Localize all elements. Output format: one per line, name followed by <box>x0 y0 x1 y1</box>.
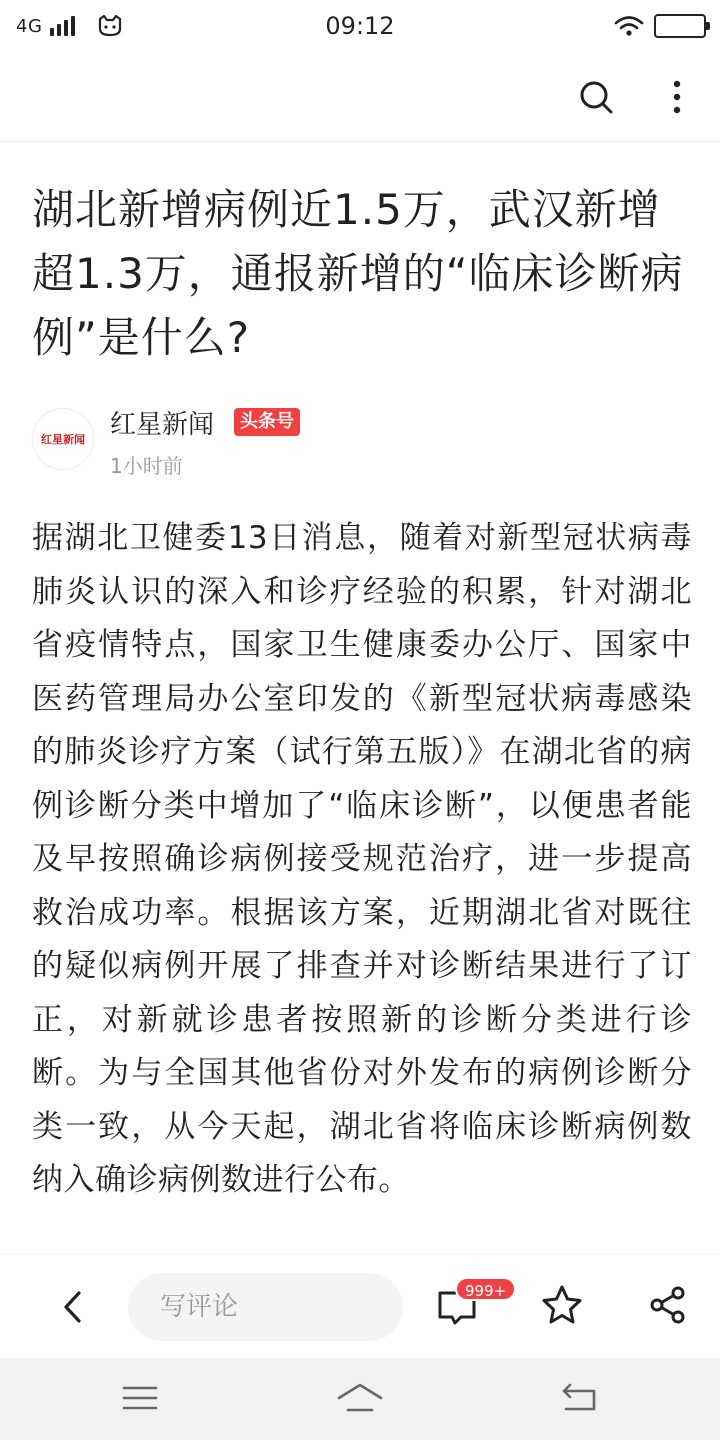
more-options-button[interactable] <box>656 76 698 118</box>
more-vertical-icon <box>672 79 682 115</box>
star-icon <box>540 1283 584 1327</box>
avatar-logo-text: 红星新闻 <box>41 433 85 446</box>
action-bar <box>0 1254 720 1358</box>
article-headline: 湖北新增病例近1.5万，武汉新增超1.3万，通报新增的“临床诊断病例”是什么? <box>32 185 684 362</box>
author-row[interactable] <box>32 400 692 486</box>
signal-icon <box>50 16 75 36</box>
top-nav <box>0 52 720 142</box>
status-bar <box>0 0 720 52</box>
back-button[interactable] <box>52 1285 92 1329</box>
battery-icon <box>654 14 706 38</box>
article-body: 据湖北卫健委13日消息，随着对新型冠状病毒肺炎认识的深入和诊疗经验的积累，针对湖北省疫情特点，国家卫生健康委办公厅、国家中医药管理局办公室印发的《新型冠状病毒感染的肺炎诊疗方案（试行第五版）》在湖北省的病例诊断分类中增加了“临床诊断”，以便患者能及早按照确诊病例接受规范治疗，进一步提高救治成功率。根据该方案，近期湖北省对既往的疑似病例开展了排查并对诊断结果进行了订正，对新就诊患者按照新的诊断分类进行诊断。为与全国其他省份对外发布的病例诊断分类一致，从今天起，湖北省将临床诊断病例数纳入确诊病例数进行公布。 <box>32 520 692 1198</box>
author-name[interactable]: 红星新闻 <box>110 410 215 440</box>
share-icon <box>648 1285 688 1325</box>
chevron-left-icon <box>61 1290 83 1324</box>
search-icon <box>578 79 614 115</box>
status-left <box>16 15 123 37</box>
back-arrow-icon <box>560 1382 600 1414</box>
comment-input[interactable]: 写评论 <box>128 1273 403 1341</box>
network-type: 4G <box>16 15 43 37</box>
search-button[interactable] <box>575 76 617 118</box>
share-button[interactable] <box>648 1285 688 1325</box>
favorite-button[interactable] <box>540 1283 584 1327</box>
publish-time: 1小时前 <box>110 454 183 478</box>
clock: 09:12 <box>325 12 395 40</box>
menu-icon <box>122 1384 158 1412</box>
wifi-icon <box>614 15 644 37</box>
comment-count-badge: 999+ <box>455 1277 516 1301</box>
toutiao-badge: 头条号 <box>234 408 300 436</box>
system-back-button[interactable] <box>556 1378 604 1418</box>
article <box>0 142 720 1254</box>
home-icon <box>336 1382 384 1414</box>
status-right <box>614 14 706 38</box>
cat-notification-icon <box>97 15 123 37</box>
recent-apps-button[interactable] <box>116 1378 164 1418</box>
home-button[interactable] <box>336 1378 384 1418</box>
system-nav-bar <box>0 1358 720 1440</box>
avatar[interactable] <box>32 408 94 470</box>
